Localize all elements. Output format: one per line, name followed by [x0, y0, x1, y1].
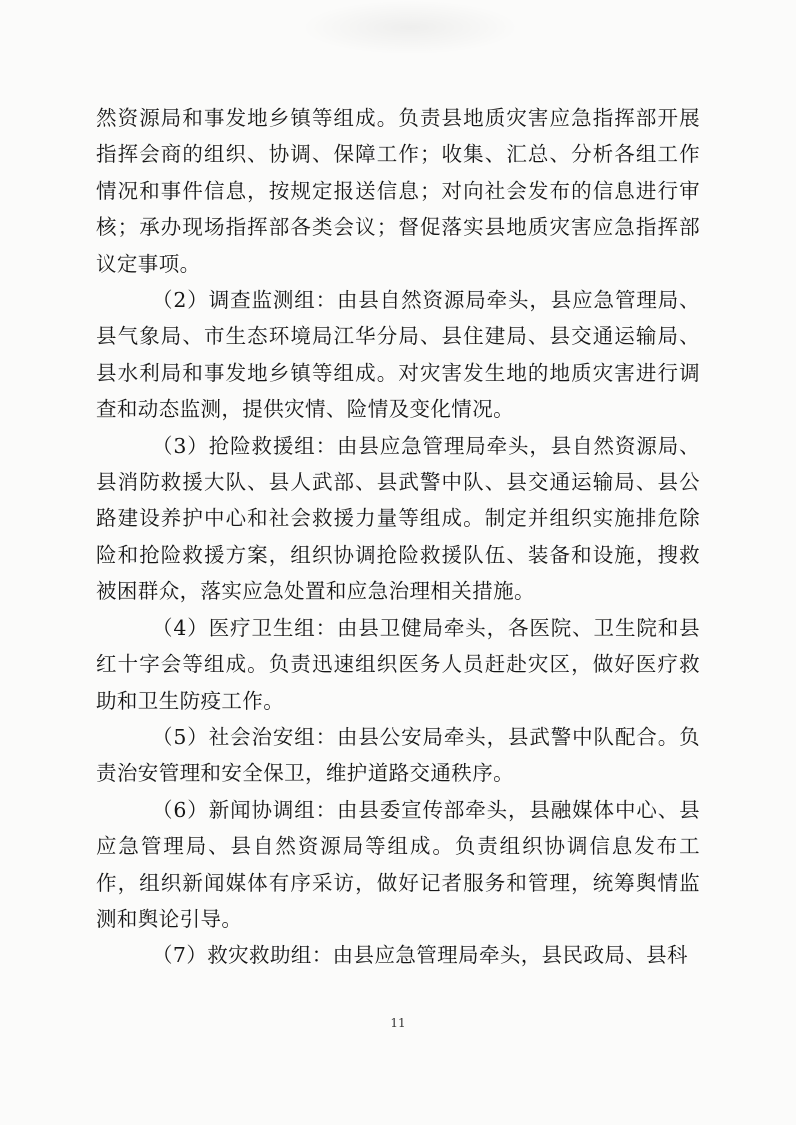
document-body	[96, 100, 700, 974]
paragraph-news-coordination-group: （6）新闻协调组：由县委宣传部牵头，县融媒体中心、县应急管理局、县自然资源局等组成。负责组织协调信息发布工作，组织新闻媒体有序采访，做好记者服务和管理，统筹舆情监测和舆论引导。	[96, 797, 700, 931]
scan-smudge	[300, 0, 520, 55]
paragraph-disaster-relief-group: （7）救灾救助组：由县应急管理局牵头，县民政局、县科	[152, 943, 688, 968]
paragraph-rescue-group: （3）抢险救援组：由县应急管理局牵头，县自然资源局、县消防救援大队、县人武部、县武警中队、县交通运输局、县公路建设养护中心和社会救援力量等组成。制定并组织实施排危除险和抢险救援方案，组织协调抢险救援队伍、装备和设施，搜救被困群众，落实应急处置和应急治理相关措施。	[96, 433, 700, 604]
paragraph-continuation: 然资源局和事发地乡镇等组成。负责县地质灾害应急指挥部开展指挥会商的组织、协调、保障工作；收集、汇总、分析各组工作情况和事件信息，按规定报送信息；对向社会发布的信息进行审核；承办现场指挥部各类会议；督促落实县地质灾害应急指挥部议定事项。	[96, 106, 700, 276]
paragraph-public-security-group: （5）社会治安组：由县公安局牵头，县武警中队配合。负责治安管理和安全保卫，维护道路交通秩序。	[96, 724, 700, 786]
page-number: 11	[390, 1016, 406, 1030]
paragraph-survey-monitoring-group: （2）调查监测组：由县自然资源局牵头，县应急管理局、县气象局、市生态环境局江华分局、县住建局、县交通运输局、县水利局和事发地乡镇等组成。对灾害发生地的地质灾害进行调查和动态监测，提供灾情、险情及变化情况。	[96, 288, 700, 422]
paragraph-medical-group: （4）医疗卫生组：由县卫健局牵头，各医院、卫生院和县红十字会等组成。负责迅速组织医务人员赶赴灾区，做好医疗救助和卫生防疫工作。	[96, 615, 700, 713]
